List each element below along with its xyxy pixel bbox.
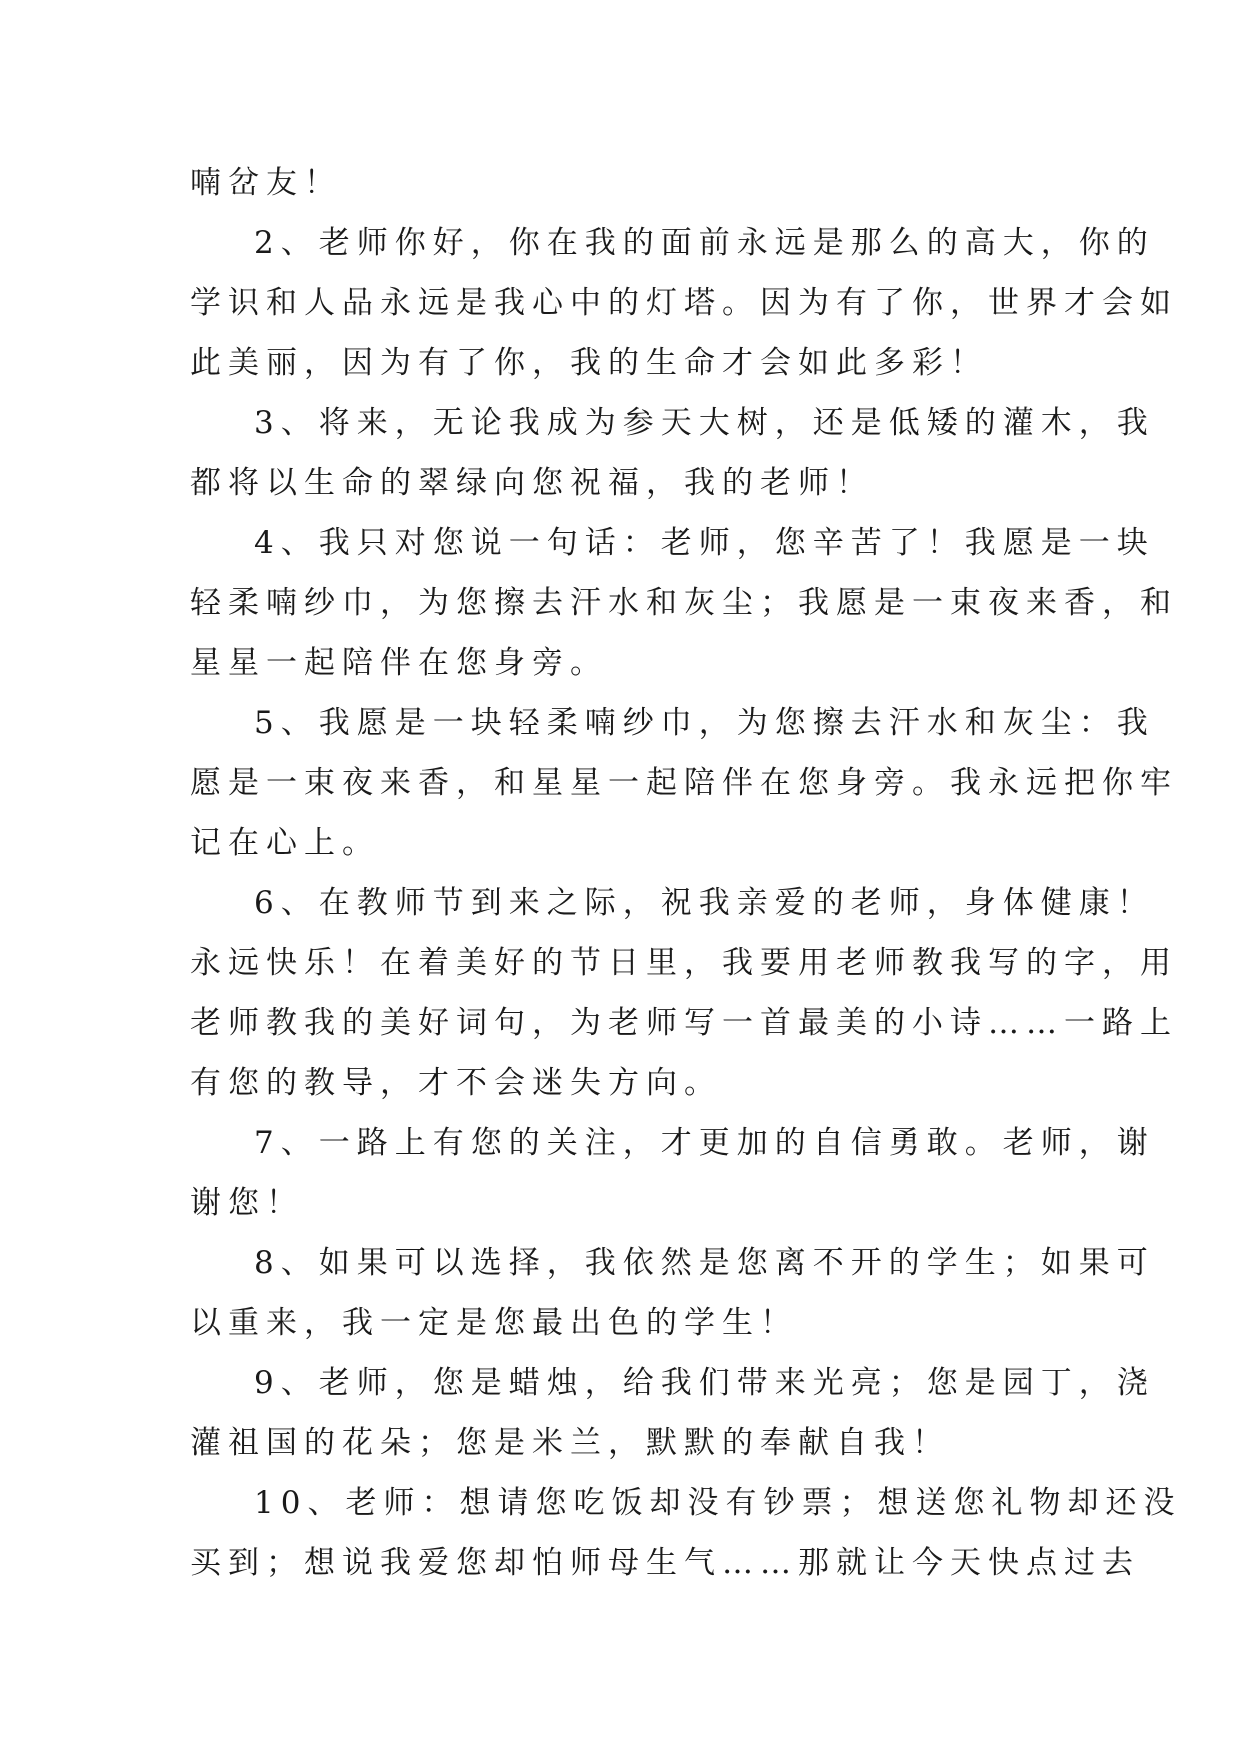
text-line: 记在心上。 <box>190 825 380 861</box>
text-line: 都将以生命的翠绿向您祝福，我的老师！ <box>190 465 874 501</box>
text-line: 10、老师：想请您吃饭却没有钞票；想送您礼物却还没 <box>254 1485 1182 1521</box>
text-line: 此美丽，因为有了你，我的生命才会如此多彩！ <box>190 345 988 381</box>
text-line: 3、将来，无论我成为参天大树，还是低矮的灌木，我 <box>254 405 1155 441</box>
text-line: 灌祖国的花朵；您是米兰，默默的奉献自我！ <box>190 1425 950 1461</box>
text-line: 喃岔友！ <box>190 165 342 201</box>
text-line: 7、一路上有您的关注，才更加的自信勇敢。老师，谢 <box>254 1125 1155 1161</box>
text-line: 谢您！ <box>190 1185 304 1221</box>
text-line: 5、我愿是一块轻柔喃纱巾，为您擦去汗水和灰尘：我 <box>254 705 1155 741</box>
text-line: 星星一起陪伴在您身旁。 <box>190 645 608 681</box>
text-line: 永远快乐！在着美好的节日里，我要用老师教我写的字，用 <box>190 945 1178 981</box>
text-line: 买到；想说我爱您却怕师母生气……那就让今天快点过去 <box>190 1545 1140 1581</box>
text-line: 2、老师你好，你在我的面前永远是那么的高大，你的 <box>254 225 1155 261</box>
text-line: 老师教我的美好词句，为老师写一首最美的小诗……一路上 <box>190 1005 1178 1041</box>
text-line: 学识和人品永远是我心中的灯塔。因为有了你，世界才会如 <box>190 285 1178 321</box>
text-line: 愿是一束夜来香，和星星一起陪伴在您身旁。我永远把你牢 <box>190 765 1178 801</box>
text-line: 以重来，我一定是您最出色的学生！ <box>190 1305 798 1341</box>
text-line: 6、在教师节到来之际，祝我亲爱的老师，身体健康！ <box>254 885 1155 921</box>
body-text <box>190 153 1182 1593</box>
text-line: 轻柔喃纱巾，为您擦去汗水和灰尘；我愿是一束夜来香，和 <box>190 585 1178 621</box>
text-line: 4、我只对您说一句话：老师，您辛苦了！我愿是一块 <box>254 525 1155 561</box>
text-line: 9、老师，您是蜡烛，给我们带来光亮；您是园丁，浇 <box>254 1365 1155 1401</box>
text-line: 8、如果可以选择，我依然是您离不开的学生；如果可 <box>254 1245 1155 1281</box>
text-line: 有您的教导，才不会迷失方向。 <box>190 1065 722 1101</box>
